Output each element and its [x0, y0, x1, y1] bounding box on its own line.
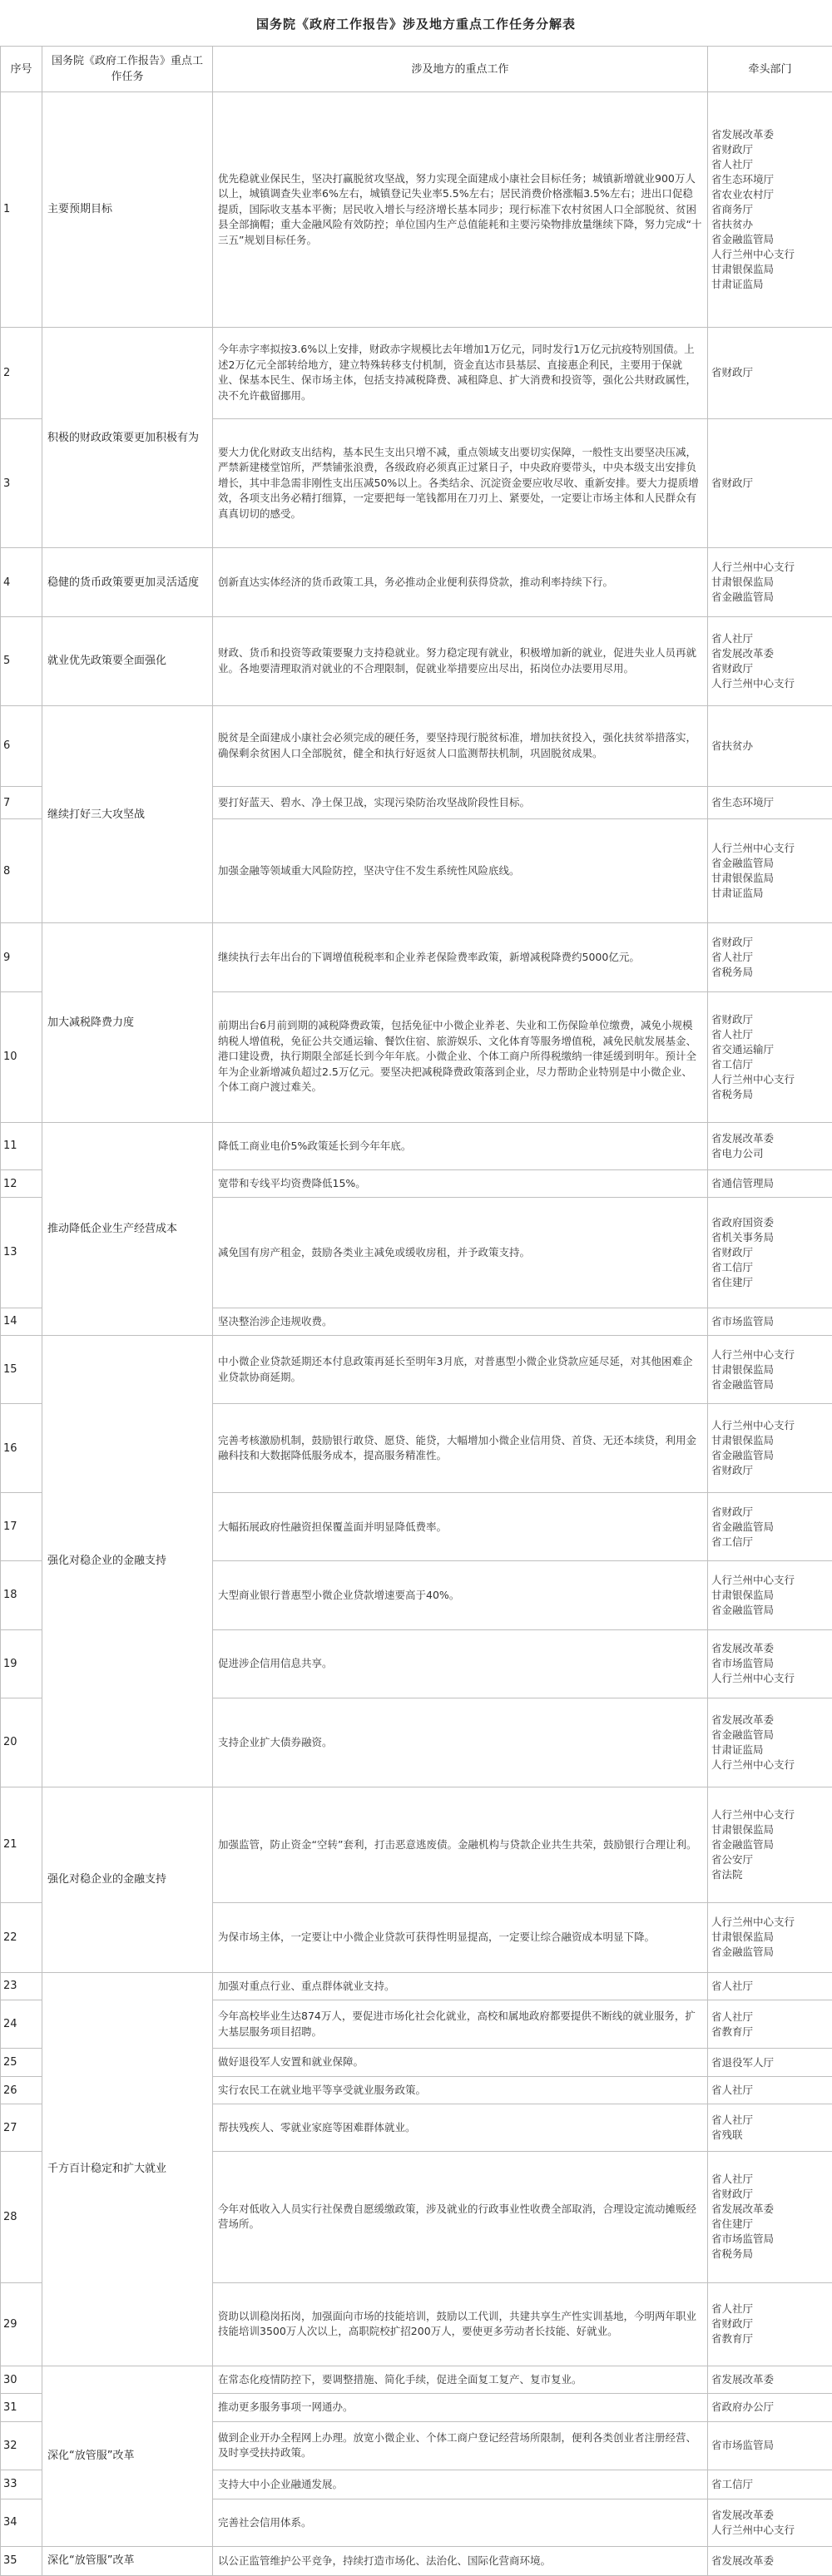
row-number: 23 — [1, 1972, 42, 2000]
department-name: 人行兰州中心支行 — [711, 1072, 795, 1085]
department-name: 省金融监管局 — [711, 1728, 775, 1741]
header-work: 涉及地方的重点工作 — [213, 47, 708, 92]
lead-departments — [708, 1198, 832, 1308]
department-name: 省发展改革委 — [711, 2373, 775, 2386]
task-category: 主要预期目标 — [42, 92, 213, 328]
lead-departments — [708, 2076, 832, 2104]
lead-departments — [708, 1903, 832, 1973]
department-name: 甘肃银保监局 — [711, 576, 775, 589]
work-description: 帮扶残疾人、零就业家庭等困难群体就业。 — [213, 2104, 708, 2152]
department-name: 甘肃证监局 — [711, 1743, 764, 1756]
department-name: 省财政厅 — [711, 2188, 754, 2201]
lead-departments — [708, 1972, 832, 2000]
lead-departments — [708, 327, 832, 418]
work-description: 实行农民工在就业地平等享受就业服务政策。 — [213, 2076, 708, 2104]
department-name: 省电力公司 — [711, 1146, 764, 1159]
department-name: 省发展改革委 — [711, 1642, 775, 1655]
work-description: 支持企业扩大债券融资。 — [213, 1698, 708, 1787]
department-name: 甘肃证监局 — [711, 277, 764, 290]
work-description: 为保市场主体，一定要让中小微企业贷款可获得性明显提高，一定要让综合融资成本明显下降。 — [213, 1903, 708, 1973]
department-name: 甘肃银保监局 — [711, 1931, 775, 1944]
department-name: 甘肃银保监局 — [711, 1434, 775, 1447]
lead-departments — [708, 1493, 832, 1561]
work-description: 大幅拓展政府性融资担保覆盖面并明显降低费率。 — [213, 1493, 708, 1561]
department-name: 省金融监管局 — [711, 1520, 775, 1533]
department-name: 省财政厅 — [711, 1012, 754, 1026]
row-number: 26 — [1, 2076, 42, 2104]
department-name: 省工信厅 — [711, 1057, 754, 1070]
department-name: 省教育厅 — [711, 2025, 754, 2038]
work-description: 做好退役军人安置和就业保障。 — [213, 2049, 708, 2076]
row-number: 3 — [1, 418, 42, 548]
lead-departments — [708, 2394, 832, 2421]
department-name: 人行兰州中心支行 — [711, 676, 795, 690]
work-description: 支持大中小企业融通发展。 — [213, 2470, 708, 2499]
department-name: 省交通运输厅 — [711, 1042, 775, 1056]
department-name: 省商务厅 — [711, 202, 754, 215]
row-number: 16 — [1, 1404, 42, 1493]
work-description: 要大力优化财政支出结构，基本民生支出只增不减，重点领域支出要切实保障，一般性支出要坚决压减，严禁新建楼堂馆所，严禁铺张浪费，各级政府必须真正过紧日子，中央政府要带头，中央本级支出安排负增长，其中非急需非刚性支出压减50%以上。各类结余、沉淀资金要应收尽收、重新安排。要大力提质增效，各项支出务必精打细算，一定要把每一笔钱都用在刀刃上、紧要处，一定要让市场主体和人民群众有真真切切的感受。 — [213, 418, 708, 548]
lead-departments — [708, 1629, 832, 1698]
row-number: 12 — [1, 1169, 42, 1197]
department-name: 人行兰州中心支行 — [711, 1916, 795, 1929]
table-row — [1, 616, 832, 705]
work-description: 前期出台6月前到期的减税降费政策，包括免征中小微企业养老、失业和工伤保险单位缴费，减免小规模纳税人增值税，免征公共交通运输、餐饮住宿、旅游娱乐、文化体育等服务增值税，减免民航发展基金、港口建设费，执行期限全部延长到今年年底。小微企业、个体工商户所得税缴纳一律延缓到明年。预计全年为企业新增减负超过2.5万亿元。要坚决把减税降费政策落到企业，尽力帮助企业特别是中小微企业、个体工商户渡过难关。 — [213, 991, 708, 1122]
department-name: 省财政厅 — [711, 477, 754, 489]
department-name: 省人社厅 — [711, 2173, 754, 2186]
department-name: 省税务局 — [711, 2247, 754, 2261]
department-name: 省金融监管局 — [711, 1946, 775, 1959]
department-name: 甘肃银保监局 — [711, 1822, 775, 1836]
department-name: 省发展改革委 — [711, 1131, 775, 1145]
task-category: 就业优先政策要全面强化 — [42, 616, 213, 705]
lead-departments — [708, 2000, 832, 2048]
work-description: 创新直达实体经济的货币政策工具，务必推动企业便利获得贷款，推动利率持续下行。 — [213, 548, 708, 616]
row-number: 18 — [1, 1561, 42, 1629]
header-dept: 牵头部门 — [708, 47, 832, 92]
department-name: 省通信管理局 — [711, 1177, 775, 1190]
department-name: 省人社厅 — [711, 2302, 754, 2316]
department-name: 省市场监管局 — [711, 2232, 775, 2246]
department-name: 省农业农村厅 — [711, 187, 775, 200]
row-number: 31 — [1, 2394, 42, 2421]
department-name: 省机关事务局 — [711, 1230, 775, 1244]
lead-departments — [708, 2152, 832, 2282]
task-category: 强化对稳企业的金融支持 — [42, 1335, 213, 1787]
department-name: 省政府国资委 — [711, 1215, 775, 1229]
work-description: 今年高校毕业生达874万人，要促进市场化社会化就业，高校和属地政府都要提供不断线的就业服务，扩大基层服务项目招聘。 — [213, 2000, 708, 2048]
task-category: 深化“放管服”改革 — [42, 2366, 213, 2546]
row-number: 4 — [1, 548, 42, 616]
table-header-row — [1, 47, 832, 92]
department-name: 省财政厅 — [711, 2317, 754, 2331]
lead-departments — [708, 2104, 832, 2152]
row-number: 19 — [1, 1629, 42, 1698]
work-description: 坚决整治涉企违规收费。 — [213, 1308, 708, 1335]
department-name: 省扶贫办 — [711, 217, 754, 230]
work-description: 完善考核激励机制，鼓励银行敢贷、愿贷、能贷，大幅增加小微企业信用贷、首贷、无还本续贷，利用金融科技和大数据降低服务成本，提高服务精准性。 — [213, 1404, 708, 1493]
department-name: 省人社厅 — [711, 157, 754, 171]
row-number: 2 — [1, 327, 42, 418]
department-name: 省财政厅 — [711, 936, 754, 949]
department-name: 省财政厅 — [711, 1464, 754, 1477]
department-name: 省财政厅 — [711, 1505, 754, 1518]
department-name: 人行兰州中心支行 — [711, 1347, 795, 1361]
table-row — [1, 2366, 832, 2393]
row-number: 11 — [1, 1122, 42, 1169]
row-number: 5 — [1, 616, 42, 705]
work-description: 财政、货币和投资等政策要聚力支持稳就业。努力稳定现有就业，积极增加新的就业，促进失业人员再就业。各地要清理取消对就业的不合理限制，促就业举措要应出尽出，拓岗位办法要用尽用。 — [213, 616, 708, 705]
department-name: 省人社厅 — [711, 2084, 754, 2097]
department-name: 人行兰州中心支行 — [711, 2523, 795, 2536]
task-category: 深化“放管服”改革 — [42, 2546, 213, 2575]
department-name: 人行兰州中心支行 — [711, 1573, 795, 1586]
department-name: 人行兰州中心支行 — [711, 1672, 795, 1685]
work-description: 大型商业银行普惠型小微企业贷款增速要高于40%。 — [213, 1561, 708, 1629]
row-number: 10 — [1, 991, 42, 1122]
lead-departments — [708, 1698, 832, 1787]
row-number: 17 — [1, 1493, 42, 1561]
department-name: 省发展改革委 — [711, 2203, 775, 2216]
department-name: 甘肃银保监局 — [711, 262, 775, 275]
work-description: 降低工商业电价5%政策延长到今年年底。 — [213, 1122, 708, 1169]
work-description: 脱贫是全面建成小康社会必须完成的硬任务，要坚持现行脱贫标准，增加扶贫投入，强化扶贫举措落实，确保剩余贫困人口全部脱贫，健全和执行好返贫人口监测帮扶机制，巩固脱贫成果。 — [213, 705, 708, 786]
task-table — [0, 46, 832, 2576]
department-name: 省财政厅 — [711, 142, 754, 156]
task-category: 稳健的货币政策要更加灵活适度 — [42, 548, 213, 616]
lead-departments — [708, 2546, 832, 2575]
row-number: 9 — [1, 923, 42, 991]
work-description: 完善社会信用体系。 — [213, 2499, 708, 2546]
department-name: 省住建厅 — [711, 2218, 754, 2231]
department-name: 省发展改革委 — [711, 646, 775, 660]
task-category: 加大减税降费力度 — [42, 923, 213, 1122]
header-task: 国务院《政府工作报告》重点工作任务 — [42, 47, 213, 92]
task-table-container — [0, 46, 832, 2576]
work-description: 今年赤字率拟按3.6%以上安排，财政赤字规模比去年增加1万亿元，同时发行1万亿元抗疫特别国债。上述2万亿元全部转给地方，建立特殊转移支付机制，资金直达市县基层、直接惠企利民，主要用于保就业、保基本民生、保市场主体，包括支持减税降费、减租降息、扩大消费和投资等，强化公共财政属性，决不允许截留挪用。 — [213, 327, 708, 418]
work-description: 今年对低收入人员实行社保费自愿缓缴政策，涉及就业的行政事业性收费全部取消，合理设定流动摊贩经营场所。 — [213, 2152, 708, 2282]
lead-departments — [708, 1122, 832, 1169]
lead-departments — [708, 787, 832, 819]
row-number: 32 — [1, 2421, 42, 2470]
row-number: 28 — [1, 2152, 42, 2282]
row-number: 22 — [1, 1903, 42, 1973]
row-number: 29 — [1, 2282, 42, 2366]
row-number: 7 — [1, 787, 42, 819]
lead-departments — [708, 923, 832, 991]
department-name: 省财政厅 — [711, 661, 754, 675]
task-category: 继续打好三大攻坚战 — [42, 705, 213, 923]
department-name: 省金融监管局 — [711, 1377, 775, 1391]
table-row — [1, 92, 832, 328]
department-name: 人行兰州中心支行 — [711, 1807, 795, 1821]
row-number: 20 — [1, 1698, 42, 1787]
row-number: 21 — [1, 1787, 42, 1902]
table-row — [1, 1335, 832, 1403]
table-row — [1, 2546, 832, 2575]
work-description: 推动更多服务事项一网通办。 — [213, 2394, 708, 2421]
lead-departments — [708, 1335, 832, 1403]
department-name: 省退役军人厅 — [711, 2055, 775, 2069]
department-name: 省公安厅 — [711, 1852, 754, 1866]
department-name: 省法院 — [711, 1867, 743, 1881]
department-name: 省金融监管局 — [711, 1603, 775, 1616]
department-name: 甘肃银保监局 — [711, 1588, 775, 1601]
department-name: 省发展改革委 — [711, 2508, 775, 2521]
header-no: 序号 — [1, 47, 42, 92]
department-name: 省生态环境厅 — [711, 796, 775, 809]
department-name: 人行兰州中心支行 — [711, 247, 795, 260]
department-name: 省教育厅 — [711, 2332, 754, 2346]
row-number: 30 — [1, 2366, 42, 2393]
row-number: 33 — [1, 2470, 42, 2499]
department-name: 省生态环境厅 — [711, 172, 775, 185]
page-title: 国务院《政府工作报告》涉及地方重点工作任务分解表 — [255, 17, 576, 32]
department-name: 省人社厅 — [711, 1979, 754, 1992]
row-number: 6 — [1, 705, 42, 786]
work-description: 加强金融等领域重大风险防控，坚决守住不发生系统性风险底线。 — [213, 819, 708, 923]
row-number: 15 — [1, 1335, 42, 1403]
department-name: 省工信厅 — [711, 1260, 754, 1273]
lead-departments — [708, 92, 832, 328]
lead-departments — [708, 991, 832, 1122]
row-number: 34 — [1, 2499, 42, 2546]
lead-departments — [708, 2366, 832, 2393]
work-description: 以公正监管维护公平竞争，持续打造市场化、法治化、国际化营商环境。 — [213, 2546, 708, 2575]
row-number: 1 — [1, 92, 42, 328]
lead-departments — [708, 1308, 832, 1335]
table-row — [1, 1972, 832, 2000]
department-name: 省金融监管局 — [711, 857, 775, 870]
lead-departments — [708, 1169, 832, 1197]
department-name: 省市场监管局 — [711, 2439, 775, 2452]
department-name: 甘肃证监局 — [711, 887, 764, 900]
work-description: 优先稳就业保民生，坚决打赢脱贫攻坚战，努力实现全面建成小康社会目标任务；城镇新增就业900万人以上，城镇调查失业率6%左右，城镇登记失业率5.5%左右；居民消费价格涨幅3.5%左右；进出口促稳提质，国际收支基本平衡；居民收入增长与经济增长基本同步；现行标准下农村贫困人口全部脱贫、贫困县全部摘帽；重大金融风险有效防控；单位国内生产总值能耗和主要污染物排放量继续下降，努力完成“十三五”规划目标任务。 — [213, 92, 708, 328]
department-name: 省金融监管局 — [711, 232, 775, 245]
department-name: 省人社厅 — [711, 951, 754, 964]
row-number: 24 — [1, 2000, 42, 2048]
department-name: 省发展改革委 — [711, 1713, 775, 1726]
department-name: 人行兰州中心支行 — [711, 842, 795, 855]
department-name: 省税务局 — [711, 966, 754, 979]
department-name: 省市场监管局 — [711, 1314, 775, 1328]
work-description: 继续执行去年出台的下调增值税税率和企业养老保险费率政策，新增减税降费约5000亿元。 — [213, 923, 708, 991]
department-name: 省金融监管局 — [711, 1837, 775, 1851]
row-number: 8 — [1, 819, 42, 923]
lead-departments — [708, 2282, 832, 2366]
department-name: 省住建厅 — [711, 1275, 754, 1288]
task-category: 强化对稳企业的金融支持 — [42, 1787, 213, 1972]
department-name: 省人社厅 — [711, 2010, 754, 2023]
row-number: 25 — [1, 2049, 42, 2076]
lead-departments — [708, 548, 832, 616]
department-name: 省发展改革委 — [711, 2554, 775, 2567]
lead-departments — [708, 1404, 832, 1493]
work-description: 宽带和专线平均资费降低15%。 — [213, 1169, 708, 1197]
department-name: 省人社厅 — [711, 2114, 754, 2127]
work-description: 加强监管，防止资金“空转”套利，打击恶意逃废债。金融机构与贷款企业共生共荣，鼓励银行合理让利。 — [213, 1787, 708, 1902]
department-name: 省发展改革委 — [711, 127, 775, 141]
lead-departments — [708, 1561, 832, 1629]
row-number: 14 — [1, 1308, 42, 1335]
department-name: 人行兰州中心支行 — [711, 1419, 795, 1432]
table-row — [1, 1787, 832, 1902]
task-category: 千方百计稳定和扩大就业 — [42, 1972, 213, 2366]
row-number: 27 — [1, 2104, 42, 2152]
department-name: 省人社厅 — [711, 631, 754, 645]
row-number: 13 — [1, 1198, 42, 1308]
department-name: 人行兰州中心支行 — [711, 1758, 795, 1771]
department-name: 人行兰州中心支行 — [711, 561, 795, 574]
lead-departments — [708, 819, 832, 923]
work-description: 要打好蓝天、碧水、净土保卫战，实现污染防治攻坚战阶段性目标。 — [213, 787, 708, 819]
department-name: 省金融监管局 — [711, 1449, 775, 1462]
lead-departments — [708, 2499, 832, 2546]
table-row — [1, 705, 832, 786]
table-row — [1, 1122, 832, 1169]
department-name: 省税务局 — [711, 1087, 754, 1100]
department-name: 省工信厅 — [711, 2477, 754, 2490]
row-number: 35 — [1, 2546, 42, 2575]
task-category: 推动降低企业生产经营成本 — [42, 1122, 213, 1335]
table-body — [1, 92, 832, 2576]
department-name: 省扶贫办 — [711, 739, 754, 752]
table-row — [1, 327, 832, 418]
task-category: 积极的财政政策要更加积极有为 — [42, 327, 213, 548]
department-name: 甘肃银保监局 — [711, 1362, 775, 1376]
department-name: 省金融监管局 — [711, 591, 775, 604]
department-name: 省人社厅 — [711, 1027, 754, 1041]
work-description: 中小微企业贷款延期还本付息政策再延长至明年3月底，对普惠型小微企业贷款应延尽延，对其他困难企业贷款协商延期。 — [213, 1335, 708, 1403]
work-description: 加强对重点行业、重点群体就业支持。 — [213, 1972, 708, 2000]
work-description: 减免国有房产租金，鼓励各类业主减免或缓收房租，并予政策支持。 — [213, 1198, 708, 1308]
work-description: 促进涉企信用信息共享。 — [213, 1629, 708, 1698]
department-name: 省市场监管局 — [711, 1657, 775, 1670]
lead-departments — [708, 705, 832, 786]
department-name: 省财政厅 — [711, 1245, 754, 1258]
lead-departments — [708, 2049, 832, 2076]
lead-departments — [708, 2470, 832, 2499]
department-name: 甘肃银保监局 — [711, 872, 775, 885]
lead-departments — [708, 418, 832, 548]
department-name: 省政府办公厅 — [711, 2400, 775, 2414]
lead-departments — [708, 616, 832, 705]
lead-departments — [708, 2421, 832, 2470]
department-name: 省财政厅 — [711, 366, 754, 379]
department-name: 省残联 — [711, 2129, 743, 2142]
table-row — [1, 923, 832, 991]
table-row — [1, 548, 832, 616]
department-name: 省工信厅 — [711, 1535, 754, 1548]
lead-departments — [708, 1787, 832, 1902]
work-description: 在常态化疫情防控下，要调整措施、简化手续，促进全面复工复产、复市复业。 — [213, 2366, 708, 2393]
work-description: 资助以训稳岗拓岗，加强面向市场的技能培训，鼓励以工代训，共建共享生产性实训基地，今明两年职业技能培训3500万人次以上，高职院校扩招200万人，要使更多劳动者长技能、好就业。 — [213, 2282, 708, 2366]
work-description: 做到企业开办全程网上办理。放宽小微企业、个体工商户登记经营场所限制，便利各类创业者注册经营、及时享受扶持政策。 — [213, 2421, 708, 2470]
